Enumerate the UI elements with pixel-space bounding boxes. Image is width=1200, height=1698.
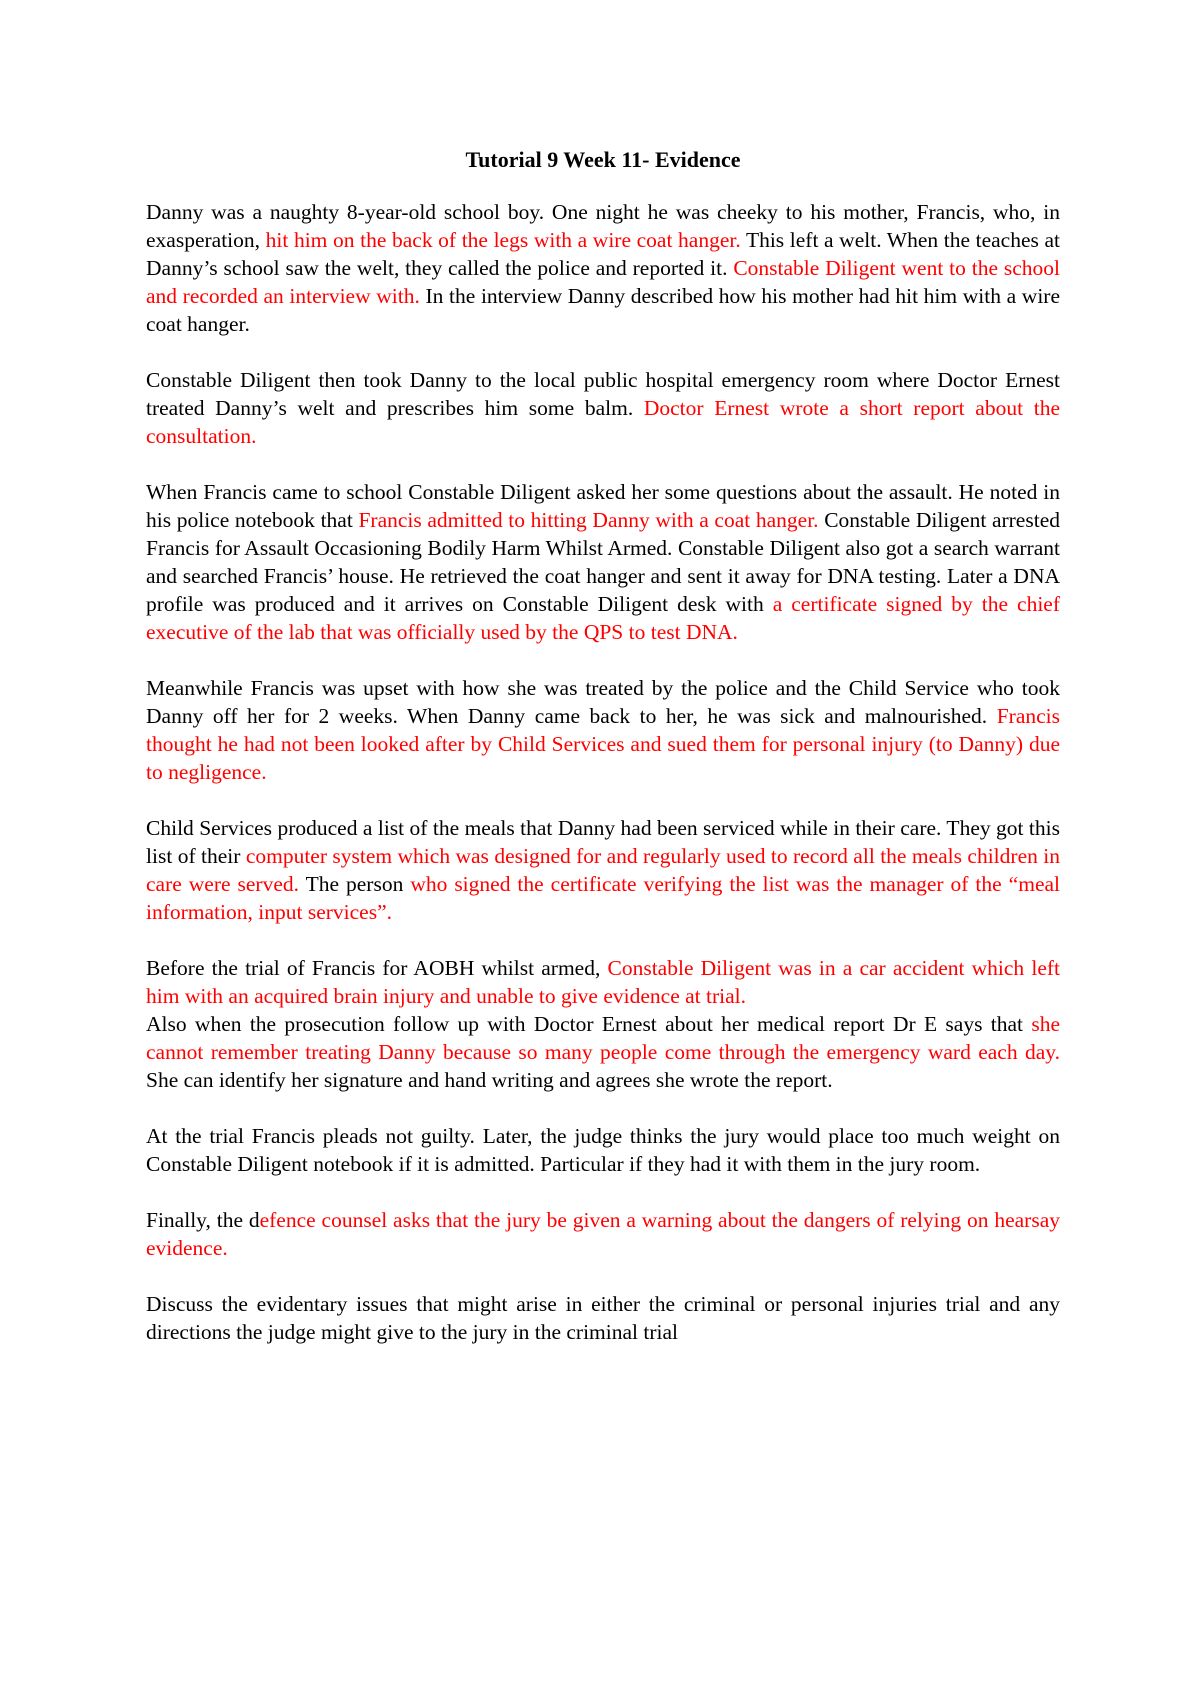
paragraph — [146, 198, 1060, 338]
body-text: Constable Diligent then took Danny to the local public hospital emergency room where Doctor Ernest treated Danny’s welt and prescribes him some balm. — [146, 368, 1060, 420]
body-text: Child Services produced a list of the meals that Danny had been serviced while in their care. They got this list of their — [146, 816, 1060, 868]
document-title: Tutorial 9 Week 11- Evidence — [465, 147, 741, 172]
body-text: At the trial Francis pleads not guilty. Later, the judge thinks the jury would place too much weight on Constable Diligent notebook if it is admitted. Particular if they had it with them in the jury room. — [146, 1124, 1060, 1176]
body-text: Before the trial of Francis for AOBH whilst armed, — [146, 956, 608, 980]
highlighted-text: she cannot remember treating Danny because so many people come through the emergency ward each day. — [146, 1012, 1060, 1064]
body-text: Danny was a naughty 8-year-old school boy. One night he was cheeky to his mother, Francis, who, in exasperation, — [146, 200, 1060, 252]
highlighted-text: Constable Diligent was in a car accident which left him with an acquired brain injury and unable to give evidence at trial. — [146, 956, 1060, 1008]
highlighted-text: efence counsel asks that the jury be given a warning about the dangers of relying on hearsay evidence. — [146, 1208, 1060, 1260]
body-text: She can identify her signature and hand writing and agrees she wrote the report. — [146, 1068, 833, 1092]
highlighted-text: Constable Diligent went to the school and recorded an interview with. — [146, 256, 1060, 308]
body-text: In the interview Danny described how his mother had hit him with a wire coat hanger. — [146, 284, 1060, 336]
highlighted-text: Francis admitted to hitting Danny with a coat hanger. — [358, 508, 819, 532]
highlighted-text: computer system which was designed for and regularly used to record all the meals children in care were served. — [146, 844, 1060, 896]
highlighted-text: Francis thought he had not been looked after by Child Services and sued them for personal injury (to Danny) due to negligence. — [146, 704, 1060, 784]
highlighted-text: who signed the certificate verifying the list was the manager of the “meal information, input services”. — [146, 872, 1060, 924]
paragraph — [146, 478, 1060, 646]
body-text: Discuss the evidentary issues that might arise in either the criminal or personal injuries trial and any directions the judge might give to the jury in the criminal trial — [146, 1292, 1060, 1344]
paragraph — [146, 1206, 1060, 1262]
highlighted-text: hit him on the back of the legs with a wire coat hanger. — [265, 228, 741, 252]
paragraph — [146, 366, 1060, 450]
paragraph — [146, 954, 1060, 1010]
body-text: Constable Diligent arrested Francis for Assault Occasioning Bodily Harm Whilst Armed. Constable Diligent also got a search warrant and searched Francis’ house. He retrieved the coat hanger and sent it away for DNA testing. Later a DNA profile was produced and it arrives on Constable Diligent desk with — [146, 508, 1060, 616]
paragraph — [146, 674, 1060, 786]
document-page — [146, 140, 1060, 1374]
paragraph — [146, 1122, 1060, 1178]
body-text: The person — [299, 872, 411, 896]
body-text: When Francis came to school Constable Diligent asked her some questions about the assault. He noted in his police notebook that — [146, 480, 1060, 532]
body-text: This left a welt. When the teaches at Danny’s school saw the welt, they called the police and reported it. — [146, 228, 1060, 280]
highlighted-text: a certificate signed by the chief executive of the lab that was officially used by the QPS to test DNA. — [146, 592, 1060, 644]
paragraph — [146, 1290, 1060, 1346]
paragraph — [146, 1010, 1060, 1094]
paragraph — [146, 814, 1060, 926]
body-text: Meanwhile Francis was upset with how she was treated by the police and the Child Service who took Danny off her for 2 weeks. When Danny came back to her, he was sick and malnourished. — [146, 676, 1060, 728]
document-body — [146, 198, 1060, 1346]
body-text: Also when the prosecution follow up with Doctor Ernest about her medical report Dr E says that — [146, 1012, 1032, 1036]
body-text: Finally, the d — [146, 1208, 260, 1232]
highlighted-text: Doctor Ernest wrote a short report about the consultation. — [146, 396, 1060, 448]
